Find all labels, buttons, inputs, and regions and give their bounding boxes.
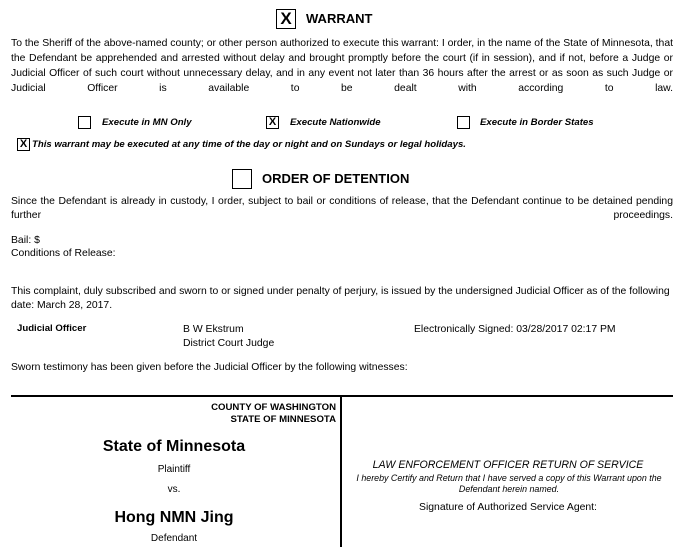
execute-option-mn [78,116,192,129]
defendant-name: Hong NMN Jing [114,509,234,526]
officer-name: B W Ekstrum [183,324,244,335]
sworn-testimony: Sworn testimony has been given before the Judicial Officer by the following witnesses: [11,362,408,373]
electronic-signature: Electronically Signed: 03/28/2017 02:17 PM [414,324,616,335]
warrant-paragraph: To the Sheriff of the above-named county; or other person authorized to execute this warrant: I order, in the name of the State of Minnesota, that the Defendant be apprehended and arrested without delay and brought promptly before the court (if in session), and if not, before a Judge or Judicial Officer of such court without unnecessary delay, and in any event not later than 36 hours after the arrest or as soon as such Judge or Judicial Officer is available to be dealt with according to law. [11,38,673,94]
execute-mn-checkbox[interactable] [78,116,91,129]
execute-nationwide-label: Execute Nationwide [290,117,381,128]
plaintiff-name: State of Minnesota [102,438,246,455]
caption-box-top-border [11,395,673,397]
detention-paragraph: Since the Defendant is already in custody, I order, subject to bail or conditions of release, that the Defendant continue to be detained pending further proceedings. [11,196,673,221]
detention-checkbox[interactable] [232,169,252,189]
detention-heading [232,168,409,189]
return-of-service-title: LAW ENFORCEMENT OFFICER RETURN OF SERVICE [372,459,644,471]
execute-border-label: Execute in Border States [480,117,594,128]
anytime-row [17,138,466,151]
service-agent-signature-label: Signature of Authorized Service Agent: [419,502,597,513]
caption-county: COUNTY OF WASHINGTON [211,402,336,413]
plaintiff-label: Plaintiff [157,464,191,475]
warrant-heading [276,8,372,29]
anytime-text: This warrant may be executed at any time of the day or night and on Sundays or legal holidays. [32,139,466,150]
officer-title: District Court Judge [183,338,275,349]
bail-label: Bail: $ [11,235,40,246]
execute-mn-label: Execute in MN Only [102,117,192,128]
complaint-paragraph: This complaint, duly subscribed and sworn to or signed under penalty of perjury, is issued by the undersigned Judicial Officer as of the following date: March 28, 2017. [11,286,670,311]
execute-option-nationwide [266,116,381,129]
caption-box-divider [340,395,342,547]
execute-nationwide-checkbox[interactable]: X [266,116,279,129]
conditions-label: Conditions of Release: [11,248,116,259]
caption-state: STATE OF MINNESOTA [230,414,336,425]
execute-border-checkbox[interactable] [457,116,470,129]
defendant-label: Defendant [150,533,198,544]
officer-label: Judicial Officer [17,323,87,334]
detention-title: ORDER OF DETENTION [262,171,410,186]
anytime-checkbox[interactable]: X [17,138,30,151]
caption-vs: vs. [167,484,181,495]
warrant-checkbox[interactable]: X [276,9,296,29]
warrant-title: WARRANT [306,11,373,26]
return-of-service-certify: I hereby Certify and Return that I have served a copy of this Warrant upon the Defendant herein named. [356,473,662,494]
execute-option-border [457,116,594,129]
